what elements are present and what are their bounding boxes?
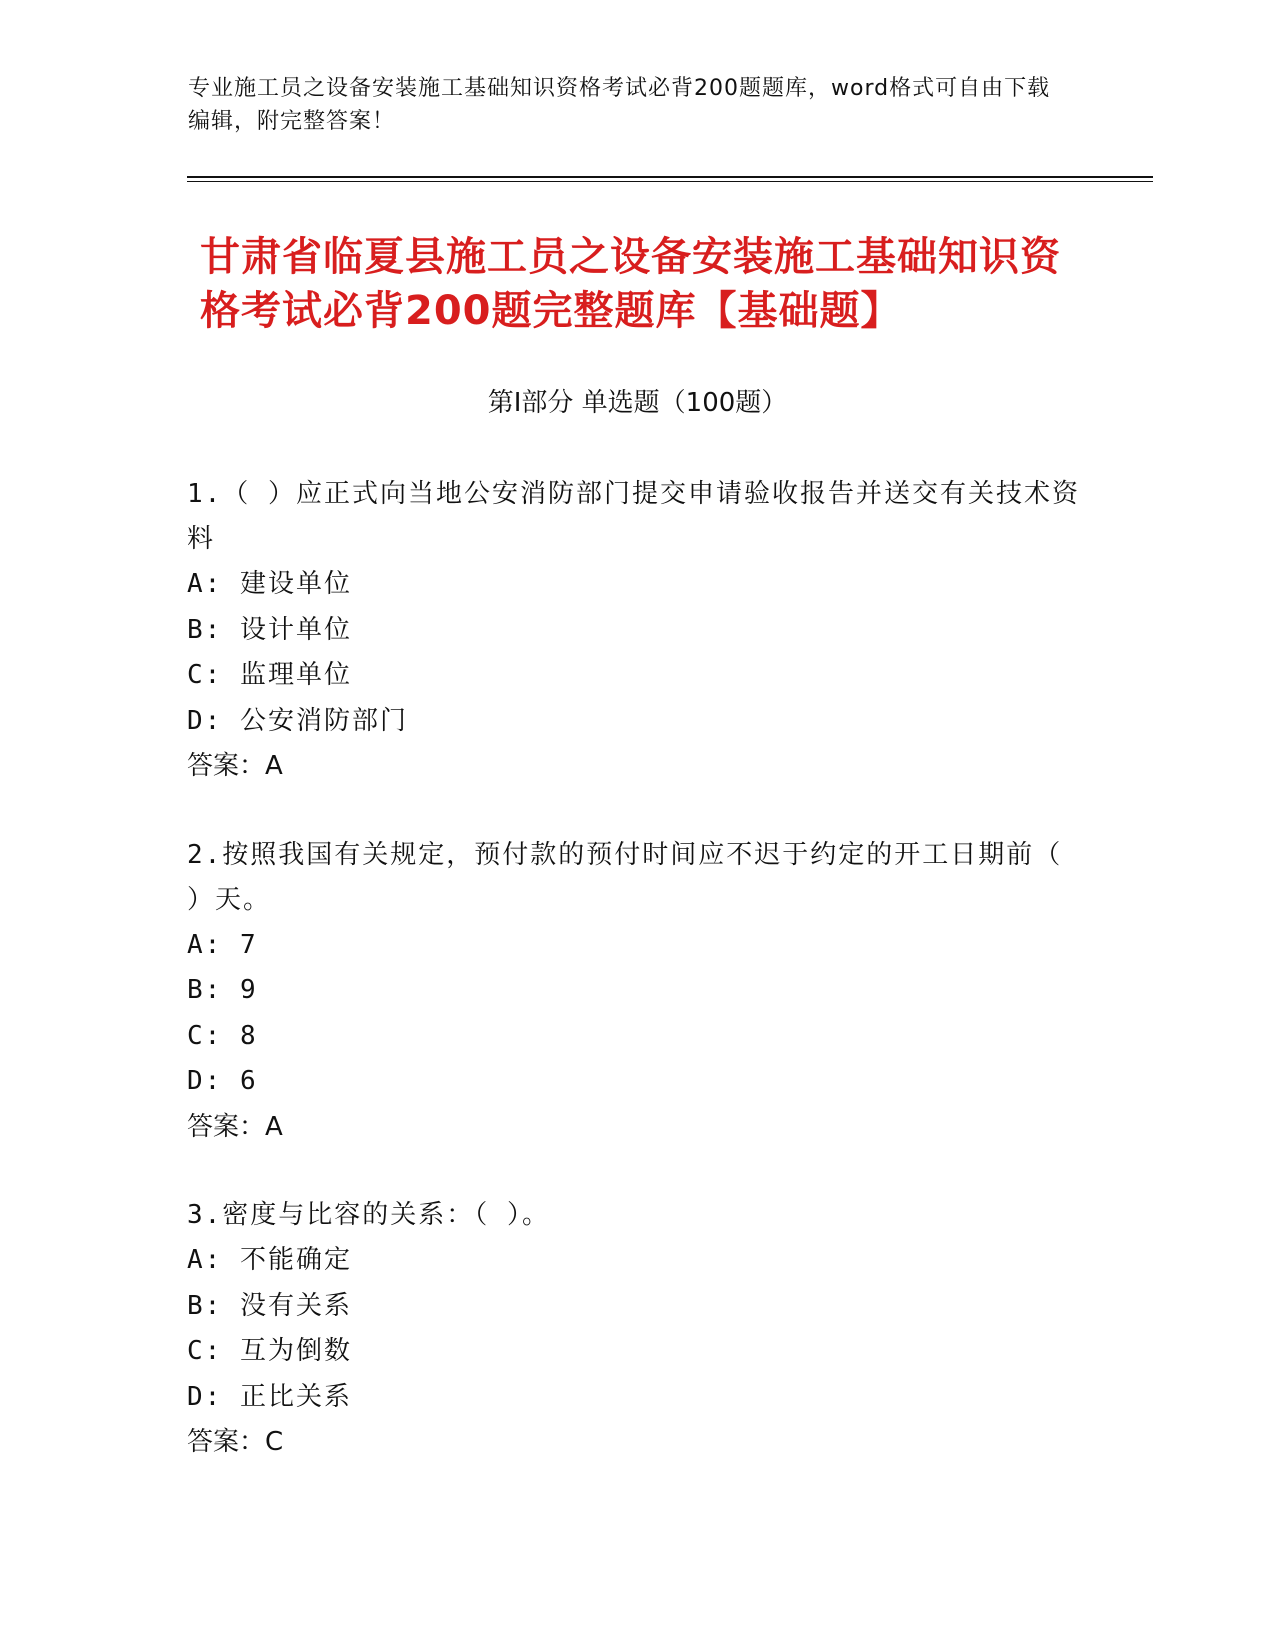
- question-list: [187, 472, 1087, 1509]
- question-stem: 3.密度与比容的关系：（ ）。: [187, 1200, 550, 1230]
- section-heading: 第Ⅰ部分 单选题（100题）: [487, 388, 788, 418]
- option-c: C: 监理单位: [187, 660, 352, 690]
- question-2: [187, 833, 1087, 1151]
- option-d: D: 6: [187, 1066, 258, 1096]
- option-a: A: 不能确定: [187, 1245, 352, 1275]
- option-a: A: 7: [187, 929, 258, 960]
- question-stem: 1.（ ）应正式向当地公安消防部门提交申请验收报告并送交有关技术资料: [187, 479, 1080, 554]
- question-3: [187, 1193, 1087, 1466]
- answer: 答案：A: [187, 1111, 283, 1142]
- answer: 答案：A: [187, 751, 283, 781]
- option-c: C: 8: [187, 1020, 258, 1051]
- question-stem: 2.按照我国有关规定，预付款的预付时间应不迟于约定的开工日期前（ ）天。: [187, 839, 1063, 915]
- answer: 答案：C: [187, 1427, 284, 1457]
- option-d: D: 正比关系: [187, 1381, 352, 1412]
- header-divider-thin: [187, 181, 1153, 182]
- option-b: B: 9: [187, 975, 258, 1005]
- option-b: B: 没有关系: [187, 1290, 352, 1321]
- header-divider-thick: [187, 176, 1153, 178]
- option-a: A: 建设单位: [187, 569, 352, 599]
- document-title: 甘肃省临夏县施工员之设备安装施工基础知识资格考试必背200题完整题库【基础题】: [200, 234, 1061, 334]
- option-b: B: 设计单位: [187, 614, 352, 645]
- option-d: D: 公安消防部门: [187, 705, 408, 736]
- question-1: [187, 472, 1087, 790]
- option-c: C: 互为倒数: [187, 1336, 352, 1366]
- header-note: 专业施工员之设备安装施工基础知识资格考试必背200题题库，word格式可自由下载编辑，附完整答案！: [188, 76, 1051, 134]
